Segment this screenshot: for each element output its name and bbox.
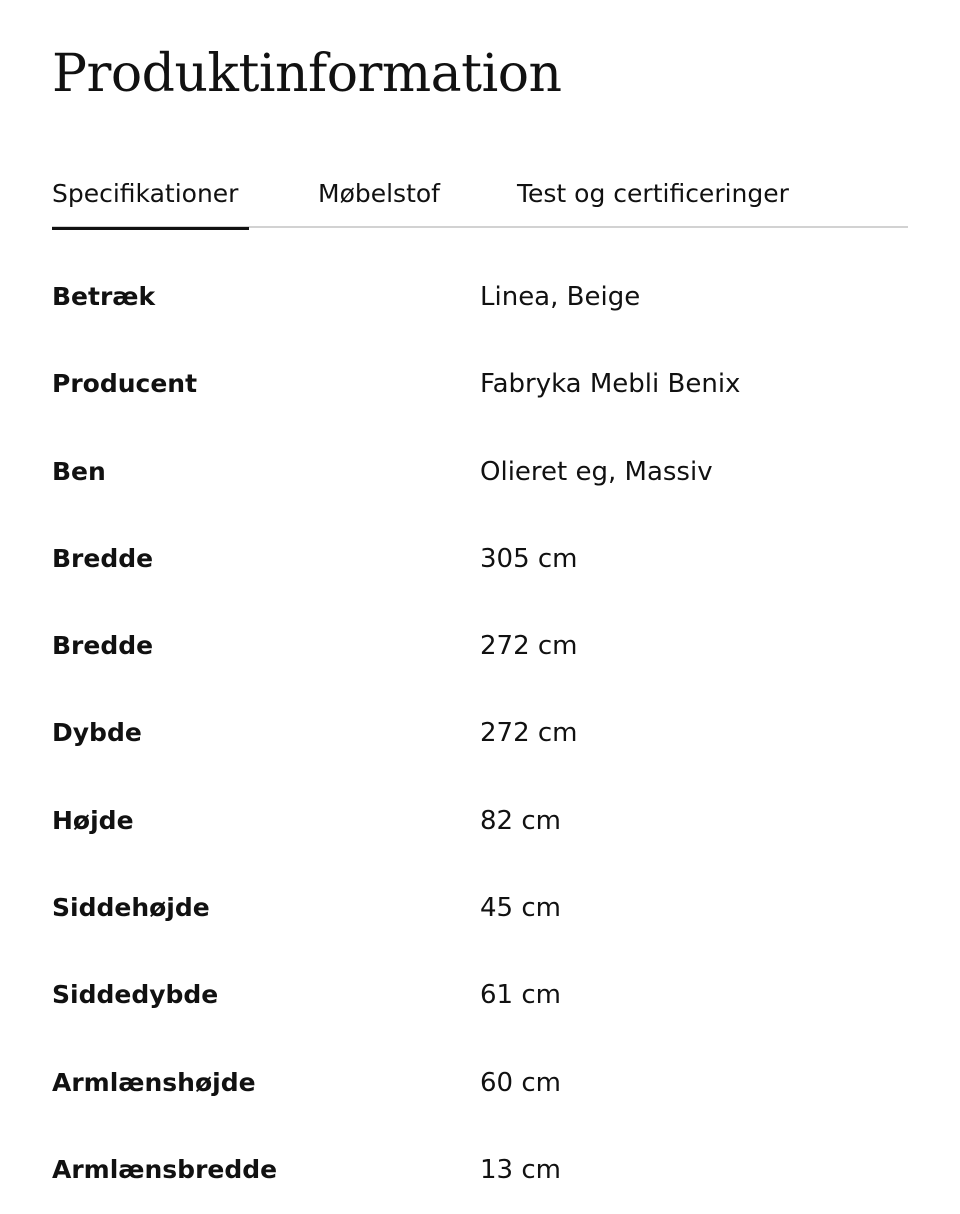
spec-label: Bredde <box>52 631 154 661</box>
spec-label: Dybde <box>52 718 142 748</box>
spec-label: Højde <box>52 805 134 835</box>
spec-value: 272 cm <box>480 631 578 662</box>
spec-value: 272 cm <box>480 718 578 749</box>
spec-label: Armlænsbredde <box>52 1154 278 1184</box>
spec-label: Siddedybde <box>52 980 219 1010</box>
spec-row <box>52 864 908 951</box>
spec-row <box>52 689 908 776</box>
spec-label: Ben <box>52 456 106 486</box>
spec-row <box>52 602 908 689</box>
spec-label: Betræk <box>52 282 156 311</box>
spec-value: 60 cm <box>480 1067 561 1098</box>
spec-value: Linea, Beige <box>480 282 641 312</box>
spec-row <box>52 253 908 340</box>
spec-value: Fabryka Mebli Benix <box>480 369 741 400</box>
spec-list <box>52 253 908 1213</box>
spec-value: 61 cm <box>480 980 561 1011</box>
spec-label: Siddehøjde <box>52 893 210 923</box>
tab-specifikationer[interactable]: Specifikationer <box>52 160 249 228</box>
spec-row <box>52 951 908 1038</box>
spec-row <box>52 777 908 864</box>
spec-row <box>52 428 908 515</box>
spec-label: Producent <box>52 369 198 399</box>
spec-label: Bredde <box>52 543 154 573</box>
spec-row <box>52 1039 908 1126</box>
spec-value: 13 cm <box>480 1154 561 1185</box>
tab-mobelstof[interactable]: Møbelstof <box>318 160 450 228</box>
spec-value: 45 cm <box>480 893 561 924</box>
page-title: Produktinformation <box>52 44 562 104</box>
spec-row <box>52 1126 908 1213</box>
spec-row <box>52 340 908 427</box>
spec-row <box>52 515 908 602</box>
spec-label: Armlænshøjde <box>52 1067 256 1097</box>
spec-value: Olieret eg, Massiv <box>480 456 713 487</box>
spec-value: 305 cm <box>480 543 578 574</box>
tab-bar <box>52 160 908 228</box>
tab-test-og-certificeringer[interactable]: Test og certificeringer <box>517 160 807 228</box>
spec-value: 82 cm <box>480 805 561 836</box>
